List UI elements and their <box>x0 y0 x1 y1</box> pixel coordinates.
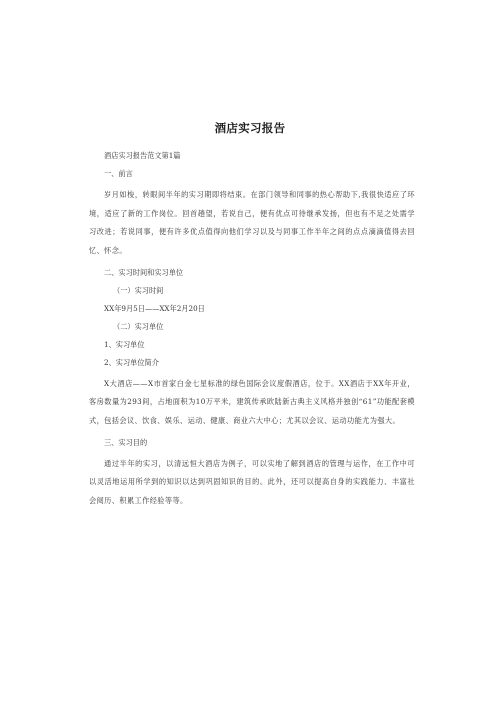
article-heading: 酒店实习报告范文第1篇 <box>104 151 181 160</box>
subsection-heading-unit: （二）实习单位 <box>113 321 164 331</box>
paragraph-preface: 岁月如梭，转眼间半年的实习期即将结束。在部门领导和同事的热心帮助下,我很快适应了环境，适应了新的工作岗位。回首趟望，若说自己，便有优点可待继承发扬，但也有不足之处需学习改进；若说同事，便有许多优点值得向他们学习以及与同事工作半年之间的点点滴滴值得去回忆、怀念。 <box>89 190 415 255</box>
item-internship-unit: 1、实习单位 <box>104 339 145 349</box>
section-heading-time-and-unit: 二、实习时间和实习单位 <box>104 267 184 277</box>
subsection-heading-time: （一）实习时间 <box>113 285 164 295</box>
section-heading-preface: 一、前言 <box>104 169 133 179</box>
paragraph-hotel-introduction: X大酒店——X市首家白金七星标准的绿色国际会议度假酒店，位于。XX酒店于XX年开业，客房数量为293间，占地面积为10万平米，建筑传承欧陆新古典主义风格并独创“61”功能配套模式，包括会议、饮食、娱乐、运动、健康、商业六大中心；尤其以会议、运动功能尤为强大。 <box>89 378 415 425</box>
internship-date-range: XX年9月5日——XX年2月20日 <box>104 303 205 313</box>
document-title: 酒店实习报告 <box>214 121 286 135</box>
document-body <box>89 150 415 517</box>
item-unit-introduction: 2、实习单位简介 <box>104 357 159 367</box>
paragraph-purpose: 通过半年的实习，以清远恒大酒店为例子，可以实地了解到酒店的管理与运作，在工作中可以灵活地运用所学到的知识以达到巩固知识的目的。此外，还可以提高自身的实践能力、丰富社会阅历、积累工作经验等等。 <box>89 458 415 505</box>
section-heading-purpose: 三、实习目的 <box>104 437 148 447</box>
